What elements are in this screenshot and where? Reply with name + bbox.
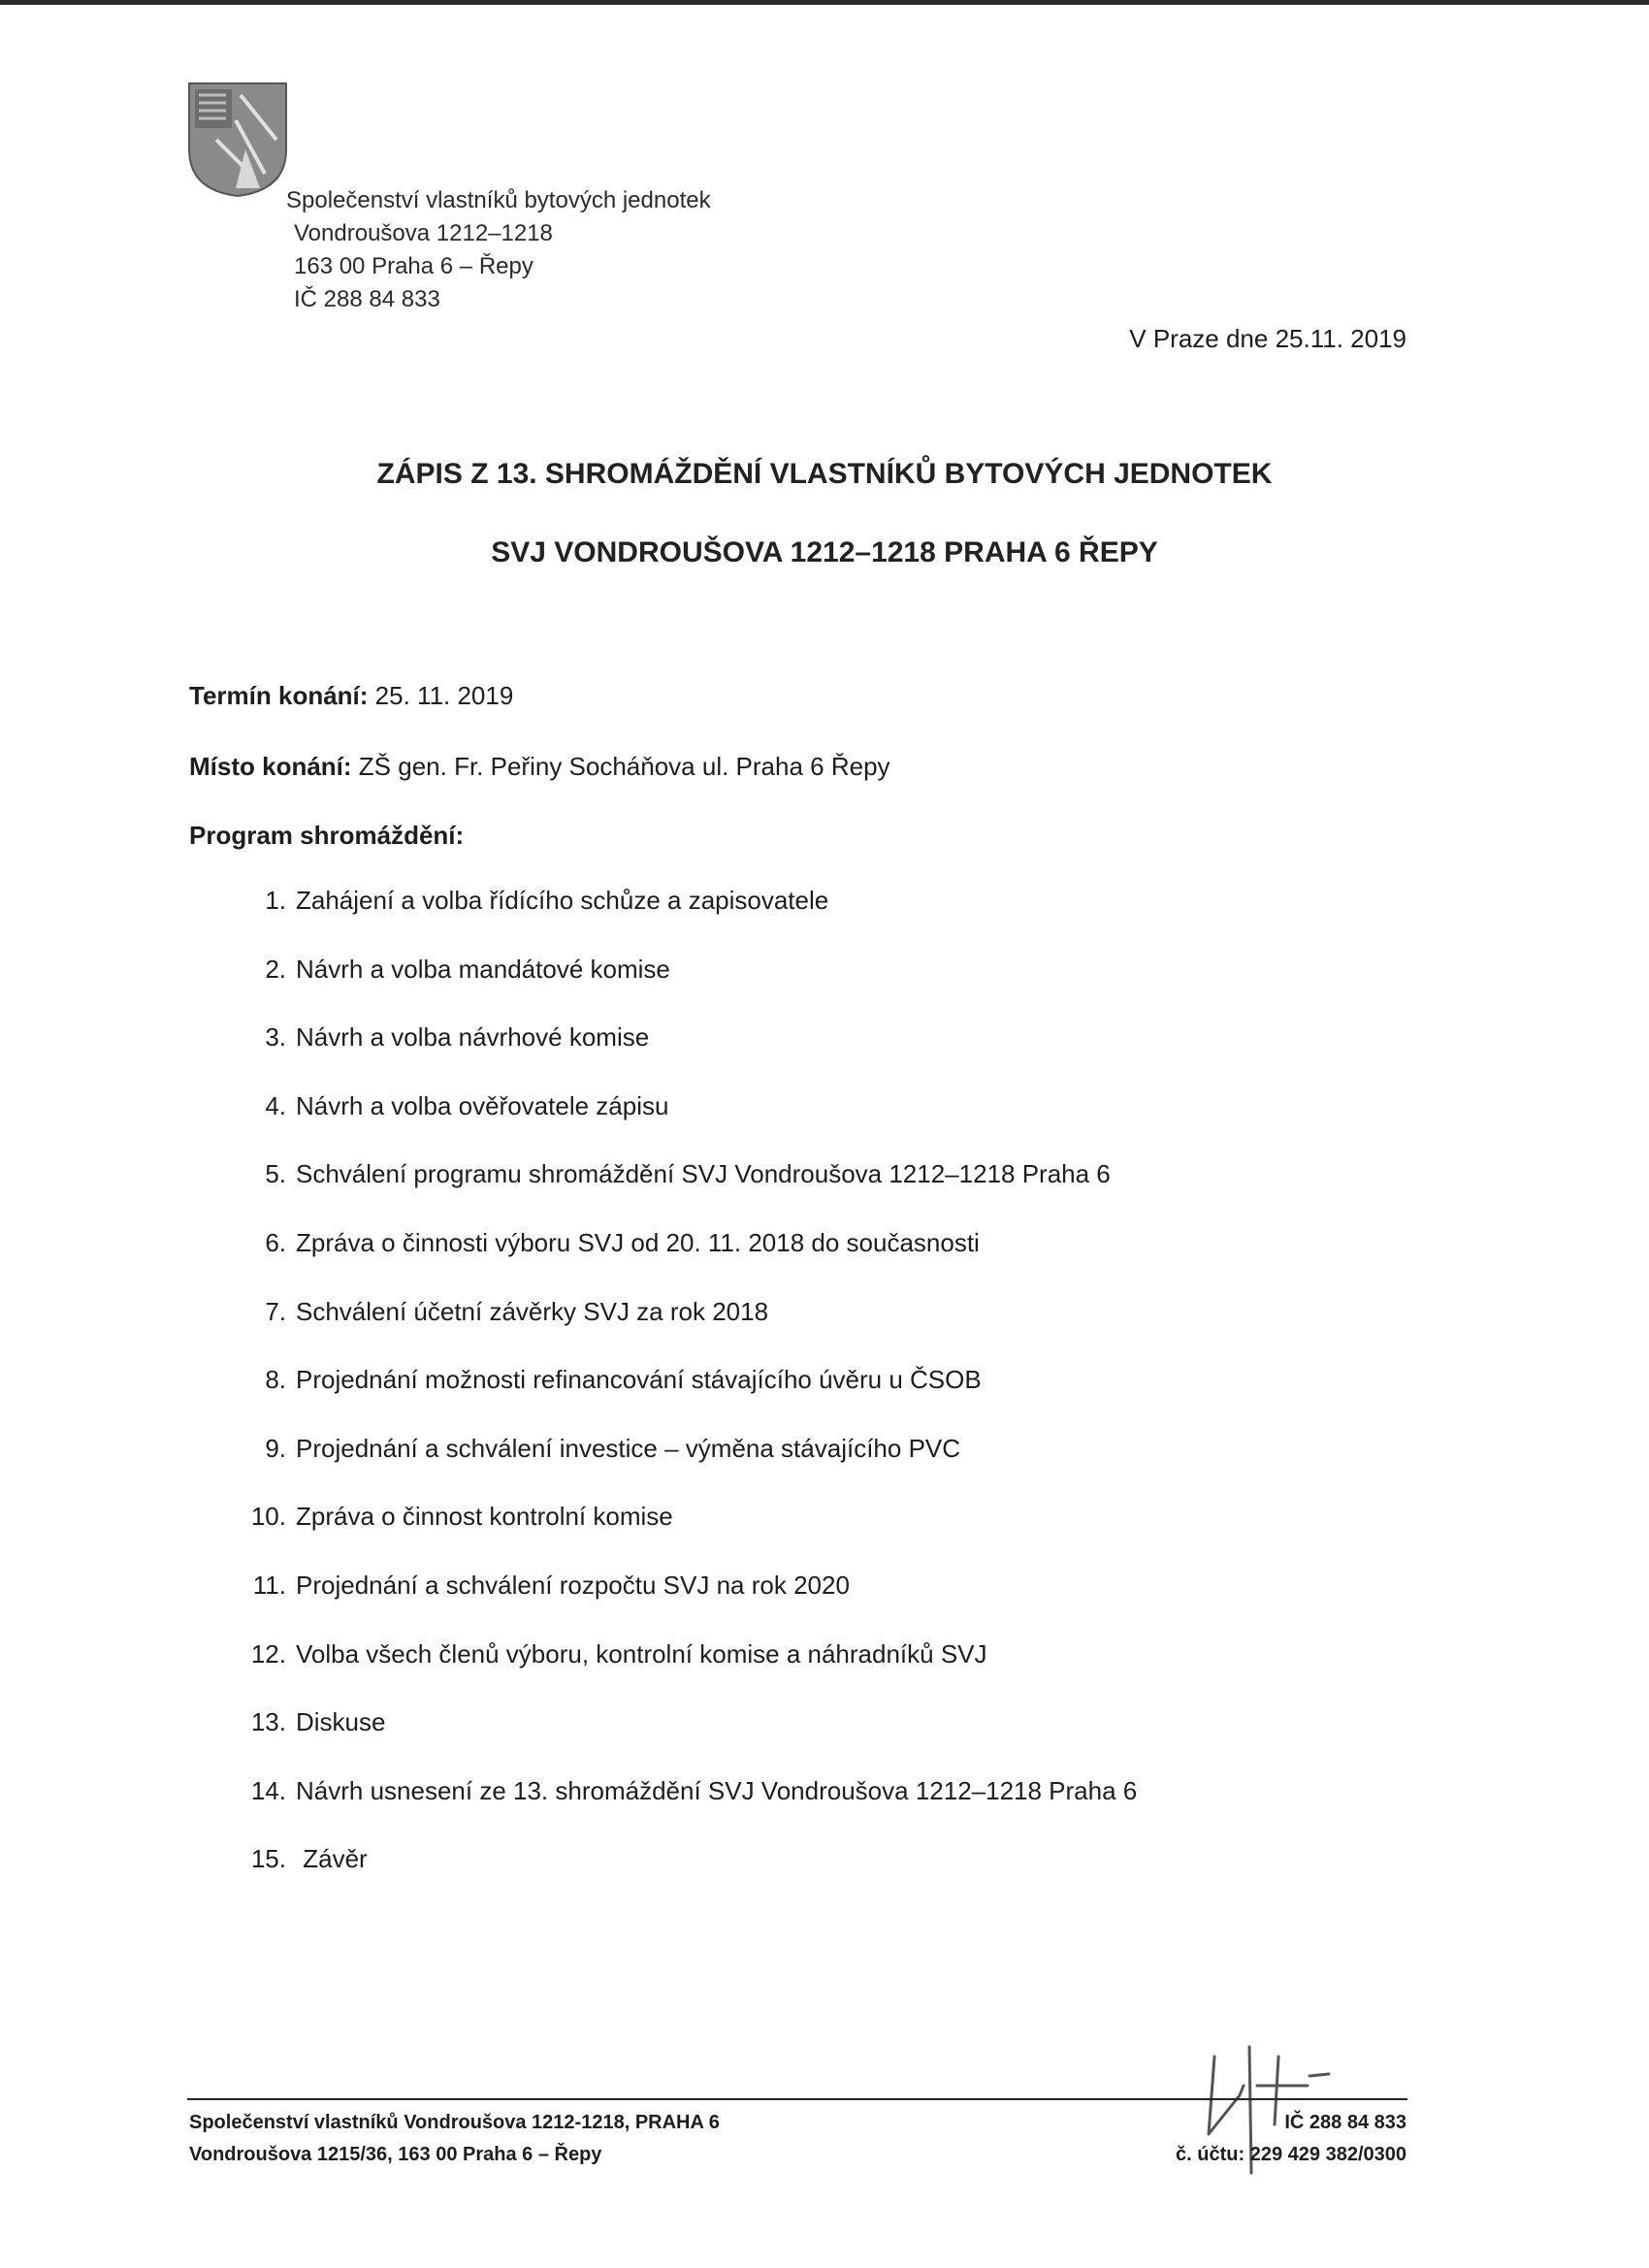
document-date: V Praze dne 25.11. 2019: [1129, 324, 1406, 353]
agenda-item-number: 8.: [265, 1365, 286, 1395]
coat-of-arms-icon: [187, 81, 288, 198]
footer-org-info: [189, 2107, 720, 2171]
agenda-item-number: 10.: [250, 1502, 286, 1532]
agenda-item-number: 14.: [250, 1775, 286, 1805]
agenda-item: [236, 1434, 1137, 1503]
agenda-item-text: Zahájení a volba řídícího schůze a zapisovatele: [296, 886, 829, 915]
agenda-item-number: 3.: [265, 1022, 286, 1053]
agenda-item: [236, 1776, 1137, 1845]
agenda-item-number: 11.: [252, 1570, 286, 1600]
agenda-item: [236, 1844, 1137, 1913]
page-top-border: [0, 0, 1649, 5]
agenda-list: [236, 886, 1137, 1913]
agenda-item: [236, 1228, 1137, 1297]
agenda-item: [236, 1022, 1137, 1091]
agenda-item-text: Projednání a schválení investice – výměna stávajícího PVC: [296, 1433, 961, 1463]
footer-bank-account: č. účtu: 229 429 382/0300: [1176, 2144, 1406, 2165]
agenda-item: [236, 1159, 1137, 1228]
footer-divider: [187, 2098, 1407, 2100]
footer-org-address: Vondroušova 1215/36, 163 00 Praha 6 – Řepy: [189, 2144, 602, 2165]
agenda-item-text: Závěr: [296, 1844, 368, 1874]
agenda-item-text: Návrh a volba ověřovatele zápisu: [296, 1090, 669, 1120]
agenda-item-number: 1.: [265, 886, 286, 915]
document-title: ZÁPIS Z 13. SHROMÁŽDĚNÍ VLASTNÍKŮ BYTOVÝCH JEDNOTEK: [376, 458, 1273, 490]
agenda-item-text: Projednání a schválení rozpočtu SVJ na rok 2020: [296, 1570, 850, 1600]
agenda-item: [236, 1297, 1137, 1366]
document-subtitle: SVJ VONDROUŠOVA 1212–1218 PRAHA 6 ŘEPY: [491, 536, 1158, 568]
meeting-term-value: 25. 11. 2019: [374, 681, 514, 710]
sender-street: Vondroušova 1212–1218: [294, 220, 553, 246]
program-heading: Program shromáždění:: [189, 821, 465, 850]
meeting-term-label: Termín konání:: [189, 681, 369, 710]
footer-org-name: Společenství vlastníků Vondroušova 1212-1218, PRAHA 6: [189, 2112, 720, 2133]
agenda-item-number: 2.: [265, 954, 286, 984]
agenda-item-text: Schválení programu shromáždění SVJ Vondroušova 1212–1218 Praha 6: [296, 1159, 1111, 1189]
sender-org-name: Společenství vlastníků bytových jednotek: [286, 187, 711, 213]
agenda-item: [236, 886, 1137, 955]
agenda-item-number: 6.: [265, 1227, 286, 1257]
agenda-item-text: Diskuse: [296, 1707, 386, 1737]
agenda-item: [236, 1091, 1137, 1160]
agenda-item-number: 12.: [250, 1638, 286, 1669]
agenda-item-number: 4.: [265, 1090, 286, 1120]
agenda-item: [236, 1502, 1137, 1571]
footer-ico: IČ 288 84 833: [1284, 2112, 1406, 2133]
meeting-term: [189, 681, 513, 711]
agenda-item: [236, 1707, 1137, 1776]
agenda-item-text: Zpráva o činnosti výboru SVJ od 20. 11. 2018 do současnosti: [296, 1227, 980, 1257]
agenda-item-number: 9.: [265, 1433, 286, 1463]
meeting-place-value: ZŠ gen. Fr. Peřiny Socháňova ul. Praha 6 Řepy: [358, 752, 890, 781]
agenda-item-number: 7.: [265, 1296, 286, 1326]
agenda-item: [236, 955, 1137, 1023]
agenda-item: [236, 1639, 1137, 1708]
agenda-item-number: 5.: [265, 1159, 286, 1189]
footer-registration-info: [1176, 2107, 1406, 2171]
agenda-item-text: Návrh a volba návrhové komise: [296, 1022, 650, 1053]
meeting-place: [189, 752, 890, 782]
agenda-item-text: Zpráva o činnost kontrolní komise: [296, 1502, 673, 1532]
agenda-item-text: Volba všech členů výboru, kontrolní komise a náhradníků SVJ: [296, 1638, 987, 1669]
agenda-item-text: Schválení účetní závěrky SVJ za rok 2018: [296, 1296, 769, 1326]
sender-city: 163 00 Praha 6 – Řepy: [294, 253, 534, 279]
agenda-item-text: Návrh a volba mandátové komise: [296, 954, 670, 984]
sender-ico: IČ 288 84 833: [294, 286, 440, 312]
agenda-item-text: Návrh usnesení ze 13. shromáždění SVJ Vondroušova 1212–1218 Praha 6: [296, 1775, 1138, 1805]
agenda-item-text: Projednání možnosti refinancování stávajícího úvěru u ČSOB: [296, 1365, 982, 1395]
agenda-item: [236, 1365, 1137, 1434]
sender-address: [286, 184, 711, 316]
agenda-item-number: 13.: [250, 1707, 286, 1737]
agenda-item: [236, 1571, 1137, 1639]
agenda-item-number: 15.: [250, 1844, 286, 1874]
meeting-place-label: Místo konání:: [189, 752, 352, 781]
